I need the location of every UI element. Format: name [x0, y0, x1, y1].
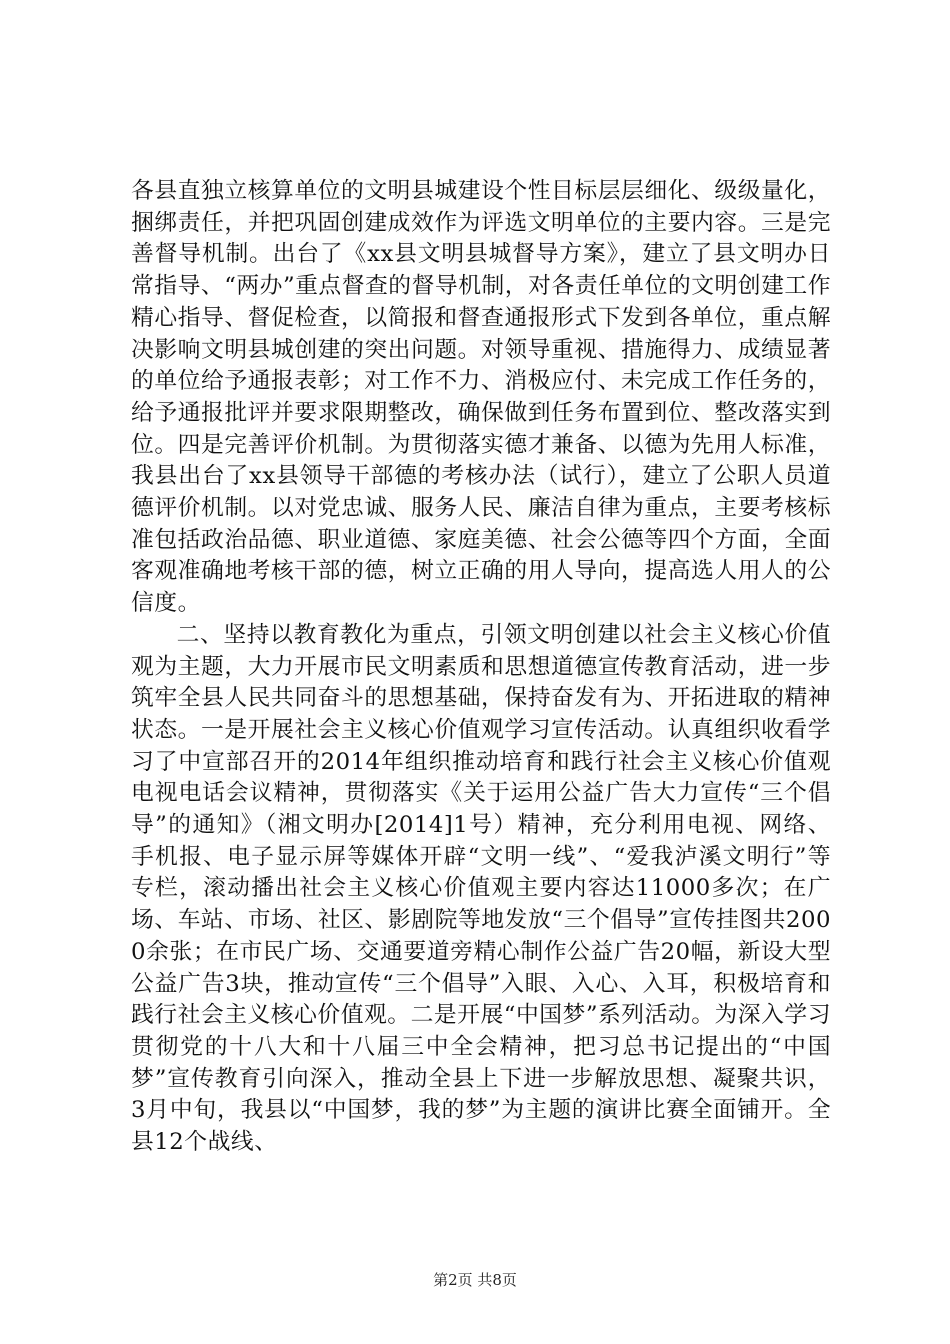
paragraph-1: 各县直独立核算单位的文明县城建设个性目标层层细化、级级量化，捆绑责任，并把巩固创建成效作为评选文明单位的主要内容。三是完善督导机制。出台了《xx县文明县城督导方案》，建立了县文明办日常指导、“两办”重点督查的督导机制，对各责任单位的文明创建工作精心指导、督促检查，以简报和督查通报形式下发到各单位，重点解决影响文明县城创建的突出问题。对领导重视、措施得力、成绩显著的单位给予通报表彰；对工作不力、消极应付、未完成工作任务的，给予通报批评并要求限期整改，确保做到任务布置到位、整改落实到位。四是完善评价机制。为贯彻落实德才兼备、以德为先用人标准，我县出台了xx县领导干部德的考核办法（试行），建立了公职人员道德评价机制。以对党忠诚、服务人民、廉洁自律为重点，主要考核标准包括政治品德、职业道德、家庭美德、社会公德等四个方面，全面客观准确地考核干部的德，树立正确的用人导向，提高选人用人的公信度。	[131, 178, 831, 617]
document-body	[131, 176, 831, 1159]
page-number-footer: 第2页 共8页	[433, 1271, 517, 1289]
paragraph-2: 二、坚持以教育教化为重点，引领文明创建以社会主义核心价值观为主题，大力开展市民文明素质和思想道德宣传教育活动，进一步筑牢全县人民共同奋斗的思想基础，保持奋发有为、开拓进取的精神状态。一是开展社会主义核心价值观学习宣传活动。认真组织收看学习了中宣部召开的2014年组织推动培育和践行社会主义核心价值观电视电话会议精神，贯彻落实《关于运用公益广告大力宣传“三个倡导”的通知》（湘文明办[2014]1号）精神，充分利用电视、网络、手机报、电子显示屏等媒体开辟“文明一线”、“爱我泸溪文明行”等专栏，滚动播出社会主义核心价值观主要内容达11000多次；在广场、车站、市场、社区、影剧院等地发放“三个倡导”宣传挂图共2000余张；在市民广场、交通要道旁精心制作公益广告20幅，新设大型公益广告3块，推动宣传“三个倡导”入眼、入心、入耳，积极培育和践行社会主义核心价值观。二是开展“中国梦”系列活动。为深入学习贯彻党的十八大和十八届三中全会精神，把习总书记提出的“中国梦”宣传教育引向深入，推动全县上下进一步解放思想、凝聚共识，3月中旬，我县以“中国梦，我的梦”为主题的演讲比赛全面铺开。全县12个战线、	[131, 621, 831, 1156]
